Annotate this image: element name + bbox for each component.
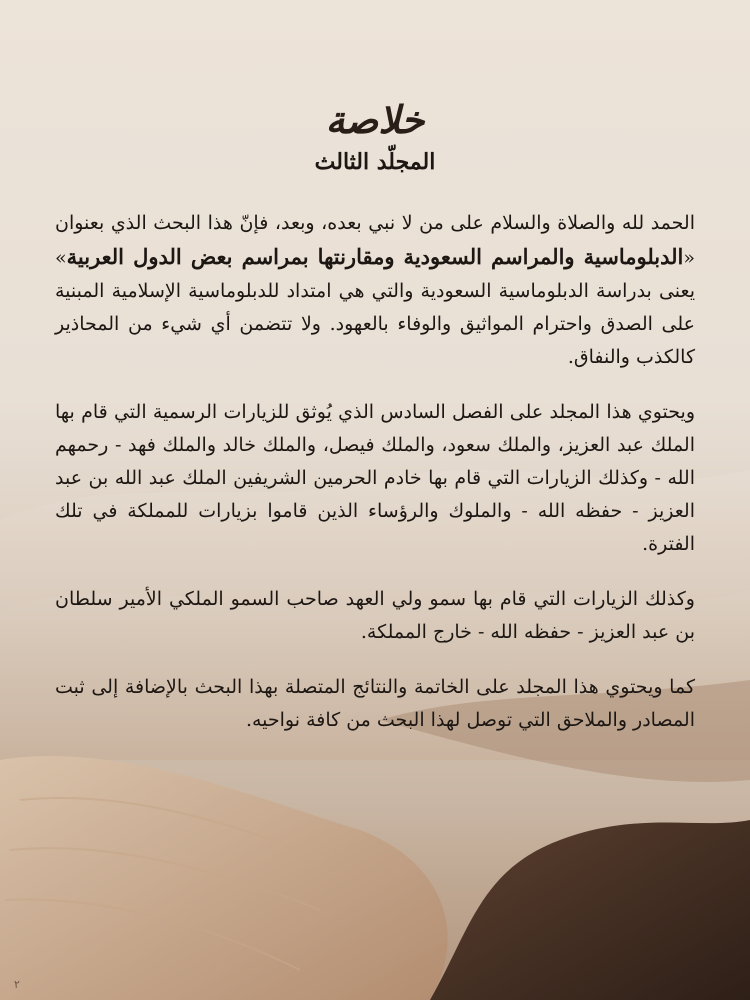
summary-text xyxy=(55,95,695,759)
volume-subtitle: المجلّد الثالث xyxy=(314,149,436,175)
intro-rest: » يعنى بدراسة الدبلوماسية السعودية والتي هي امتداد للدبلوماسية الإسلامية المبنية على الصدق واحترام المواثيق والوفاء بالعهود. ولا تتضمن أي شيء من المحاذير كالكذب والنفاق. xyxy=(55,247,695,368)
signature-mark: ٢ xyxy=(14,978,20,991)
dune-near xyxy=(0,756,448,1000)
page-title: خلاصة xyxy=(325,97,425,142)
paragraph-official-visits: ويحتوي هذا المجلد على الفصل السادس الذي يُوثق للزيارات الرسمية التي قام بها الملك عبد العزيز، والملك سعود، والملك فيصل، والملك خالد والملك فهد - رحمهم الله - وكذلك الزيارات التي قام بها خادم الحرمين الشريفين الملك عبد الله بن عبد العزيز - حفظه الله - والملوك والرؤساء الذين قاموا بزيارات للمملكة في تلك الفترة. xyxy=(55,401,695,555)
paragraph-crown-prince-visits: وكذلك الزيارات التي قام بها سمو ولي العهد صاحب السمو الملكي الأمير سلطان بن عبد العزيز - حفظه الله - خارج المملكة. xyxy=(55,588,695,643)
paragraph-conclusion: كما ويحتوي هذا المجلد على الخاتمة والنتائج المتصلة بهذا البحث بالإضافة إلى ثبت المصادر والملاحق التي توصل لهذا البحث من كافة نواحيه. xyxy=(55,676,695,731)
paragraph-intro xyxy=(55,207,695,374)
book-title: الدبلوماسية والمراسم السعودية ومقارنتها بمراسم بعض الدول العربية xyxy=(66,244,684,269)
dune-dark-right xyxy=(430,820,750,1000)
intro-lead: الحمد لله والصلاة والسلام على من لا نبي بعده، وبعد، فإنّ هذا البحث الذي بعنوان « xyxy=(55,212,695,269)
